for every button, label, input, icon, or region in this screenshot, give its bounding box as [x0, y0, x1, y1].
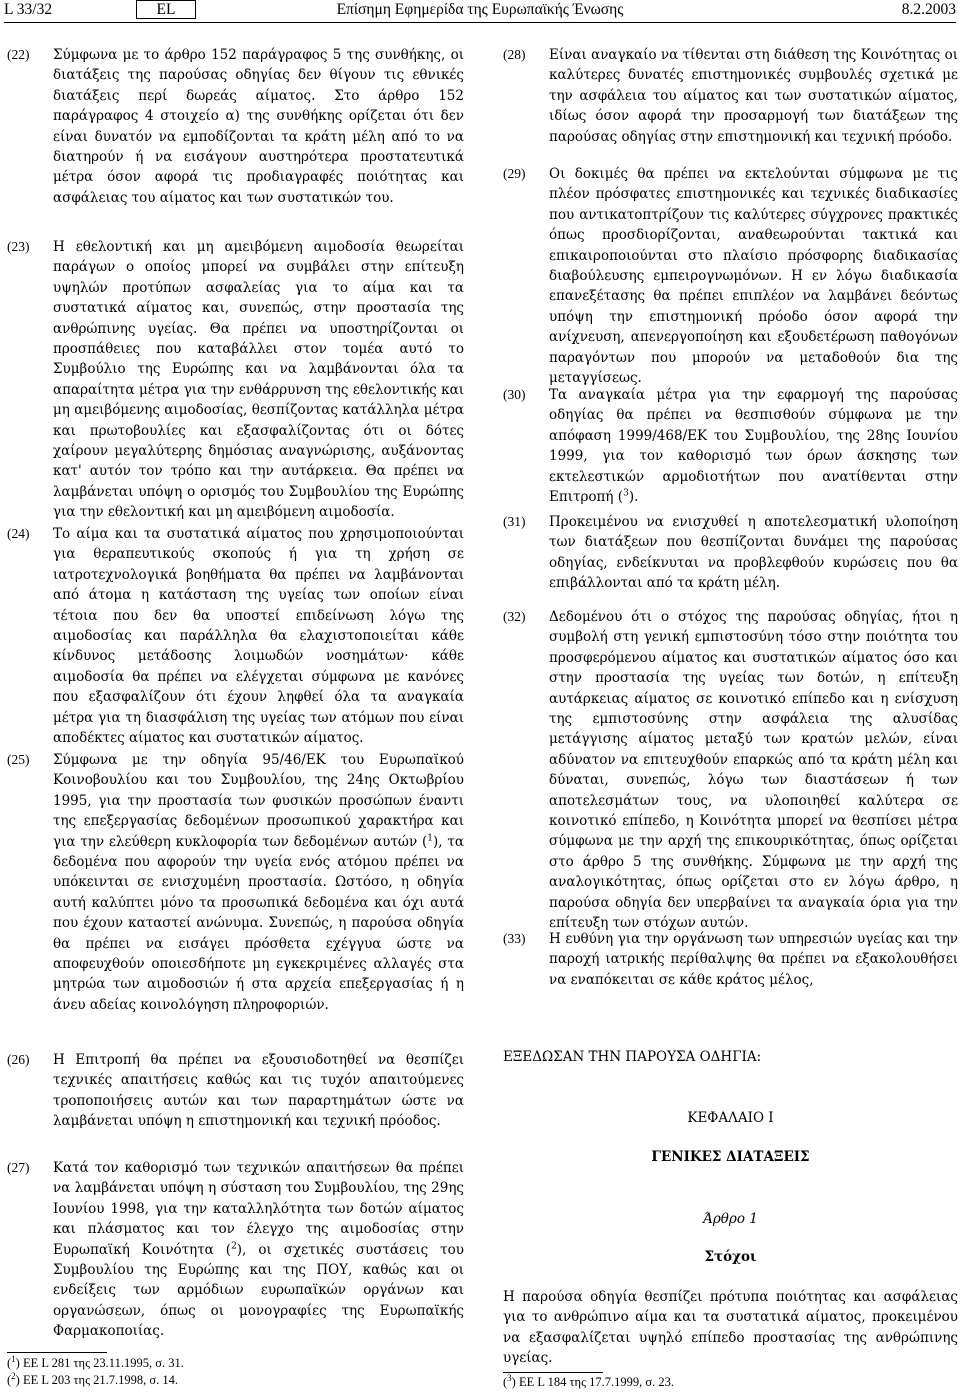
recital-31	[503, 512, 958, 594]
recital-29	[503, 164, 958, 388]
recital-23	[7, 237, 464, 523]
recital-text: Η Επιτροπή θα πρέπει να εξουσιοδοτηθεί να θεσπίζει τεχνικές απαιτήσεις καθώς και τις τυχόν απαιτούμενες τροποποιήσεις αυτών και των παραρτημάτων ώστε να λαμβάνεται υπόψη η επιστημονική και τεχνική πρόοδος.	[53, 1052, 464, 1130]
recital-number: (24)	[7, 526, 30, 541]
recital-text: Τα αναγκαία μέτρα για την εφαρμογή της παρούσας οδηγίας θα πρέπει να θεσπισθούν σύμφωνα με την απόφαση 1999/468/ΕΚ του Συμβουλίου, της 28ης Ιουνίου 1999, για τον καθορισμό των όρων άσκησης των εκτελεστικών αρμοδιοτήτων που ανατίθενται στην Επιτροπή ($^3$).	[549, 387, 958, 506]
recital-number: (33)	[503, 931, 526, 946]
footnote-ref: 1	[427, 833, 433, 844]
recital-number: (28)	[503, 47, 526, 62]
chapter-title: ΓΕΝΙΚΕΣ ΔΙΑΤΑΞΕΙΣ	[651, 1149, 810, 1165]
journal-title: Επίσημη Εφημερίδα της Ευρωπαϊκής Ένωσης	[336, 1, 624, 18]
footnote-ref: 2	[231, 1241, 237, 1252]
article-title: Στόχοι	[704, 1249, 757, 1265]
recital-number: (22)	[7, 47, 30, 62]
recital-number: (32)	[503, 609, 526, 624]
recital-30	[503, 385, 958, 507]
recital-text: Οι δοκιμές θα πρέπει να εκτελούνται σύμφωνα με τις πλέον πρόσφατες επιστημονικές και τεχνικές διαδικασίες που αντικατοπτρίζουν τις καλύτερες σύγχρονες πρακτικές όπως προσδιορίζονται, αναθεωρούνται τακτικά και επικαιροποιούνται στο πλαίσιο πρόσφορης διαδικασίας διαβούλευσης εμπειρογνωμόνων. Η εν λόγω διαδικασία επανεξέτασης θα πρέπει επιπλέον να λαμβάνει δεόντως υπόψη την επιστημονική πρόοδο όσον αφορά την ανίχνευση, απενεργοποίηση και εξουδετέρωση παθογόνων παραγόντων που μπορούν να μεταδοθούν δια της μεταγγίσεως.	[549, 166, 958, 387]
recital-number: (29)	[503, 166, 526, 181]
recital-text: Σύμφωνα με το άρθρο 152 παράγραφος 5 της συνθήκης, οι διατάξεις της παρούσας οδηγίας δεν θίγουν τις εθνικές διατάξεις περί δωρεάς αίματος. Στο άρθρο 152 παράγραφος 4 στοιχείο α) της συνθήκης ορίζεται ότι δεν είναι δυνατόν να εμποδίζονται τα κράτη μέλη από το να διατηρούν ή να εισάγουν αυστηρότερα προστατευτικά μέτρα όσον αφορά τις προδιαγραφές ποιότητας και ασφάλειας του αίματος και των συστατικών του.	[53, 47, 464, 206]
recital-28	[503, 45, 958, 147]
recital-text: Η ευθύνη για την οργάνωση των υπηρεσιών υγείας και την παροχή ιατρικής περίθαλψης θα πρέπει να εξακολουθήσει να εναπόκειται σε κάθε κράτος μέλος,	[549, 931, 958, 988]
recital-number: (27)	[7, 1160, 30, 1175]
publication-date: 8.2.2003	[901, 1, 956, 18]
recital-26	[7, 1050, 464, 1132]
recital-text: Το αίμα και τα συστατικά αίματος που χρησιμοποιούνται για θεραπευτικούς σκοπούς ή για τη χρήση σε ιατροτεχνολογικά βοηθήματα θα πρέπει να λαμβάνονται από άτομα η κατάσταση της υγείας των οποίων είναι τέτοια που δεν θα υποστεί επιδείνωση λόγω της αιμοδοσίας και παράλληλα θα ελαχιστοποιείται κάθε κίνδυνος μετάδοσης λοιμωδών νοσημάτων· κάθε αιμοδοσία θα πρέπει να ελέγχεται σύμφωνα με κανόνες που εξασφαλίζουν ότι έχουν ληφθεί όλα τα αναγκαία μέτρα για τη διασφάλιση της υγείας των ατόμων που είναι αποδέκτες αίματος και συστατικών αίματος.	[53, 526, 464, 747]
recital-25	[7, 750, 464, 1015]
recital-number: (26)	[7, 1052, 30, 1067]
recital-number: (31)	[503, 514, 526, 529]
recital-33	[503, 929, 958, 990]
left-column	[7, 0, 464, 1393]
footnote-rule	[7, 1352, 107, 1353]
recital-32	[503, 607, 958, 934]
footnote: ($^2$) ΕΕ L 203 της 21.7.1998, σ. 14.	[7, 1370, 179, 1387]
footnote-ref: 3	[623, 488, 629, 499]
recital-22	[7, 45, 464, 208]
recital-text: Σύμφωνα με την οδηγία 95/46/ΕΚ του Ευρωπαϊκού Κοινοβουλίου και του Συμβουλίου, της 24ης Οκτωβρίου 1995, για την προστασία των φυσικών προσώπων έναντι της επεξεργασίας δεδομένων προσωπικού χαρακτήρα και για την ελεύθερη κυκλοφορία των δεδομένων αυτών ($^1$), τα δεδομένα που αφορούν την υγεία ενός ατόμου πρέπει να υπόκεινται σε ενισχυμένη προστασία. Ωστόσο, η οδηγία αυτή καλύπτει μόνο τα προσωπικά δεδομένα και όχι αυτά που έχουν καταστεί ανώνυμα. Συνεπώς, η παρούσα οδηγία θα πρέπει να εισάγει πρόσθετα εχέγγυα ώστε να αποφευχθούν οποιεσδήποτε μη εγκεκριμένες αλλαγές στα μητρώα των αιμοδοσιών ή στα αρχεία επεξεργασίας ή η άνευ αδείας κοινολόγηση πληροφοριών.	[53, 752, 464, 1013]
recital-24	[7, 524, 464, 748]
footnote: ($^3$) ΕΕ L 184 της 17.7.1999, σ. 23.	[503, 1372, 675, 1389]
recital-number: (30)	[503, 387, 526, 402]
footnote-rule	[503, 1372, 603, 1373]
enacting-formula: ΕΞΕΔΩΣΑΝ ΤΗΝ ΠΑΡΟΥΣΑ ΟΔΗΓΙΑ:	[503, 1049, 762, 1065]
recital-text: Είναι αναγκαίο να τίθενται στη διάθεση της Κοινότητας οι καλύτερες δυνατές επιστημονικές συμβουλές σχετικά με την ασφάλεια του αίματος και των συστατικών αίματος, ιδίως όσον αφορά την προσαρμογή των διατάξεων της παρούσας οδηγίας στην επιστημονική και τεχνική πρόοδο.	[549, 47, 958, 145]
recital-number: (23)	[7, 239, 30, 254]
article-heading: Άρθρο 1	[703, 1211, 758, 1227]
footnote: ($^1$) ΕΕ L 281 της 23.11.1995, σ. 31.	[7, 1353, 184, 1370]
article-text: Η παρούσα οδηγία θεσπίζει πρότυπα ποιότητας και ασφάλειας για το ανθρώπινο αίμα και τα συστατικά αίματος, προκειμένου να εξασφαλίζεται υψηλό επίπεδο προστασίας της ανθρώπινης υγείας.	[503, 1289, 958, 1367]
recital-27	[7, 1158, 464, 1342]
language-badge: EL	[136, 0, 196, 19]
right-column	[503, 0, 958, 1393]
recital-number: (25)	[7, 752, 30, 767]
recital-text: Προκειμένου να ενισχυθεί η αποτελεσματική υλοποίηση των διατάξεων που θεσπίζονται δυνάμει της παρούσας οδηγίας, ενδείκνυται να προβλεφθούν κυρώσεις που θα επιβάλλονται από τα κράτη μέλη.	[549, 514, 958, 592]
recital-text: Η εθελοντική και μη αμειβόμενη αιμοδοσία θεωρείται παράγων ο οποίος μπορεί να συμβάλει στην επίτευξη υψηλών προτύπων ασφαλείας για το αίμα και τα συστατικά αίματος και, συνεπώς, στην προστασία της ανθρώπινης υγείας. Θα πρέπει να υποστηρίζονται οι προσπάθειες που καταβάλλει στον τομέα αυτό το Συμβούλιο της Ευρώπης και να λαμβάνονται όλα τα απαραίτητα μέτρα για την ενθάρρυνση της εθελοντικής και μη αμειβόμενης αιμοδοσίας, θεσπίζοντας κατάλληλα μέτρα και πρωτοβουλίες και εξασφαλίζοντας ότι οι δότες χαίρουν μεγαλύτερης δημόσιας αναγνώρισης, αυξάνοντας κατ' αυτόν τον τρόπο και την αυτάρκεια. Θα πρέπει να λαμβάνεται υπόψη ο ορισμός του Συμβουλίου της Ευρώπης για την εθελοντική και μη αμειβόμενη αιμοδοσία.	[53, 239, 464, 521]
recital-text: Δεδομένου ότι ο στόχος της παρούσας οδηγίας, ήτοι η συμβολή στη γενική εμπιστοσύνη τόσο στην ποιότητα του προσφερόμενου αίματος και συστατικών αίματος όσο και στην προστασία της υγείας των δοτών, η επίτευξη αυτάρκειας αίματος σε κοινοτικό επίπεδο και η ενίσχυση της εμπιστοσύνης στην ασφάλεια της αλυσίδας μετάγγισης αίματος μεταξύ των κρατών μελών, είναι αδύνατον να επιτευχθούν επαρκώς από τα κράτη μέλη και δύναται, συνεπώς, λόγω των διαστάσεων ή των αποτελεσμάτων τους, να υλοποιηθεί καλύτερα σε κοινοτικό επίπεδο, η Κοινότητα μπορεί να θεσπίσει μέτρα σύμφωνα με την αρχή της επικουρικότητας, όπως ορίζεται στο άρθρο 5 της συνθήκης. Σύμφωνα με την αρχή της αναλογικότητας, όπως ορίζεται στο εν λόγω άρθρο, η παρούσα οδηγία δεν υπερβαίνει τα αναγκαία όρια για την επίτευξη των στόχων αυτών.	[549, 609, 958, 932]
recital-text: Κατά τον καθορισμό των τεχνικών απαιτήσεων θα πρέπει να λαμβάνεται υπόψη η σύσταση του Συμβουλίου, της 29ης Ιουνίου 1998, για την καταλληλότητα των δοτών αίματος και πλάσματος και τον έλεγχο της αιμοδοσίας στην Ευρωπαϊκή Κοινότητα ($^2$), οι σχετικές συστάσεις του Συμβουλίου της Ευρώπης και της ΠΟΥ, καθώς και οι ενδείξεις των αρμόδιων ευρωπαϊκών οργάνων και οργανώσεων, όπως οι μονογραφίες της Ευρωπαϊκής Φαρμακοποιίας.	[53, 1160, 464, 1340]
chapter-heading: ΚΕΦΑΛΑΙΟ I	[687, 1110, 774, 1126]
page-number: L 33/32	[4, 1, 53, 18]
